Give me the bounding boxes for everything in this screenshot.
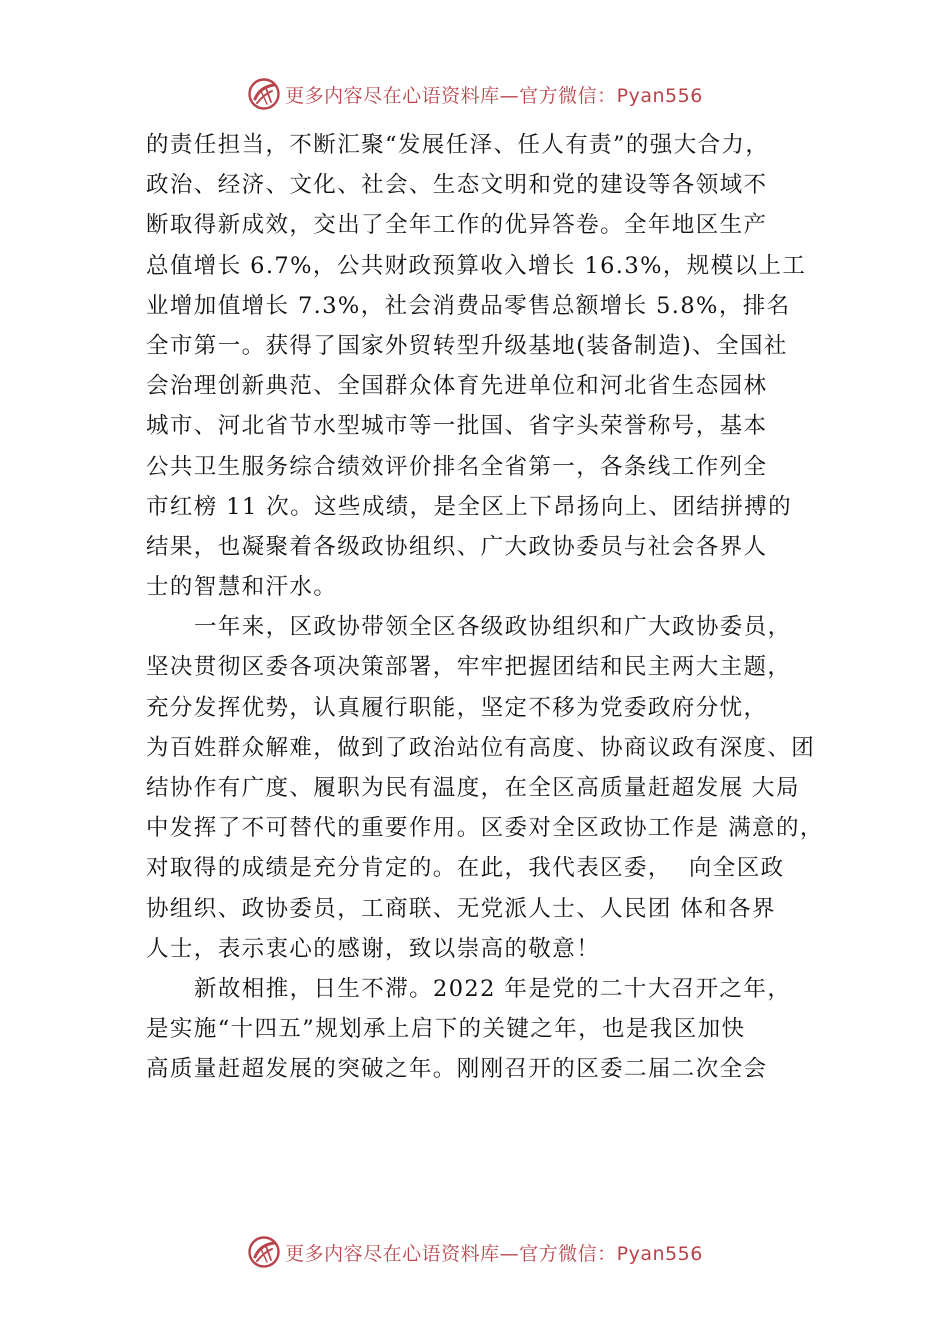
text-line: 政治、经济、文化、社会、生态文明和党的建设等各领域不 [146,172,768,199]
text-line: 业增加值增长 7.3%，社会消费品零售总额增长 5.8%，排名 [146,292,791,319]
header-banner-text: 更多内容尽在心语资料库—官方微信：Pyan556 [285,84,703,107]
text-line: 中发挥了不可替代的重要作用。区委对全区政协工作是 满意的， [146,815,824,842]
text-line: 断取得新成效，交出了全年工作的优异答卷。全年地区生产 [146,212,768,239]
paragraph-first-line: 新故相推，日生不滞。2022 年是党的二十大召开之年， [194,975,792,1002]
document-body [146,125,836,1090]
red-circular-scroll-logo-icon [247,1235,281,1269]
text-line: 市红榜 11 次。这些成绩，是全区上下昂扬向上、团结拼搏的 [146,493,793,520]
header-banner [0,74,950,114]
paragraph-first-line: 一年来，区政协带领全区各级政协组织和广大政协委员， [194,614,792,641]
text-line: 会治理创新典范、全国群众体育先进单位和河北省生态园林 [146,373,768,400]
text-line: 城市、河北省节水型城市等一批国、省字头荣誉称号，基本 [146,413,768,440]
text-line: 总值增长 6.7%，公共财政预算收入增长 16.3%，规模以上工 [146,252,807,279]
text-line: 坚决贯彻区委各项决策部署，牢牢把握团结和民主两大主题， [146,654,792,681]
red-circular-scroll-logo-icon [247,77,281,111]
footer-banner [0,1232,950,1272]
text-line: 为百姓群众解难，做到了政治站位有高度、协商议政有深度、团 [146,734,816,761]
text-line: 充分发挥优势，认真履行职能，坚定不移为党委政府分忧， [146,694,768,721]
text-line: 高质量赶超发展的突破之年。刚刚召开的区委二届二次全会 [146,1056,768,1083]
text-line: 对取得的成绩是充分肯定的。在此，我代表区委， 向全区政 [146,855,785,882]
text-line: 结果，也凝聚着各级政协组织、广大政协委员与社会各界人 [146,533,768,560]
text-line: 结协作有广度、履职为民有温度，在全区高质量赶超发展 大局 [146,775,800,801]
footer-banner-text: 更多内容尽在心语资料库—官方微信：Pyan556 [285,1242,703,1265]
text-line: 的责任担当，不断汇聚“发展任泽、任人有责”的强大合力， [146,132,770,158]
text-line: 是实施“十四五”规划承上启下的关键之年，也是我区加快 [146,1016,746,1043]
text-line: 全市第一。获得了国家外贸转型升级基地(装备制造)、全国社 [146,332,788,359]
text-line: 协组织、政协委员，工商联、无党派人士、人民团 体和各界 [146,895,776,922]
text-line: 公共卫生服务综合绩效评价排名全省第一，各条线工作列全 [146,453,768,480]
text-line: 士的智慧和汗水。 [146,574,338,601]
text-line: 人士，表示衷心的感谢，致以崇高的敬意！ [146,935,601,962]
